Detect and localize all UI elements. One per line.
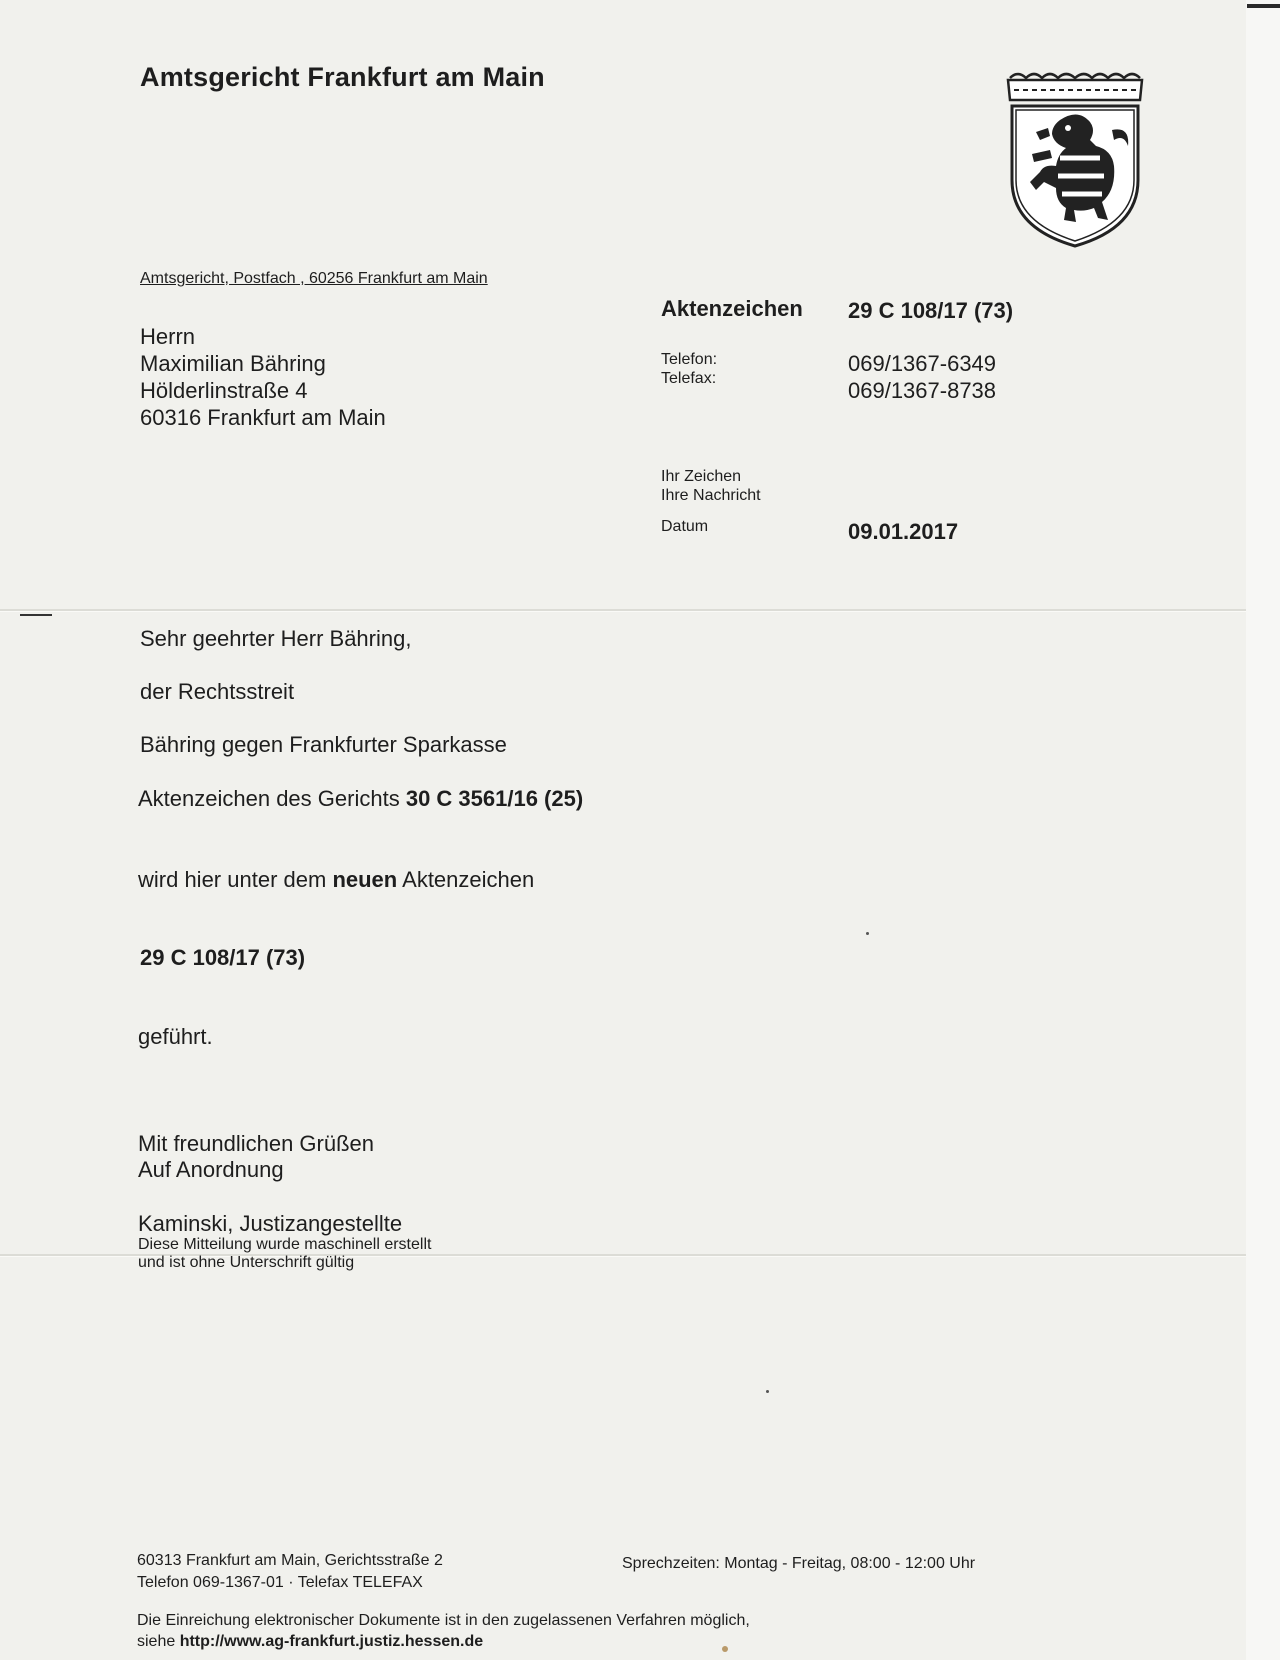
datum-label: Datum: [661, 518, 709, 535]
body-line-new-ref: [138, 867, 534, 893]
footer-electronic-line1: Die Einreichung elektronischer Dokumente ist in den zugelassenen Verfahren möglich,: [137, 1612, 750, 1629]
machine-note-line2: und ist ohne Unterschrift gültig: [138, 1254, 355, 1271]
telefon-value: 069/1367-6349: [848, 351, 997, 376]
recipient-city: 60316 Frankfurt am Main: [140, 405, 386, 430]
new-ref-value: 29 C 108/17 (73): [140, 945, 306, 970]
paper-fold-line: [0, 609, 1246, 612]
order-line: Auf Anordnung: [138, 1157, 284, 1182]
footer-electronic-prefix: siehe: [137, 1633, 176, 1650]
footer-url-link[interactable]: http://www.ag-frankfurt.justiz.hessen.de: [179, 1633, 484, 1650]
ihre-nachricht-label: Ihre Nachricht: [661, 487, 761, 504]
fold-mark: [20, 614, 52, 616]
court-ref-prefix: Aktenzeichen des Gerichts: [138, 786, 400, 811]
recipient-street: Hölderlinstraße 4: [140, 378, 308, 403]
greeting: Sehr geehrter Herr Bähring,: [140, 626, 412, 651]
signer-name: Kaminski, Justizangestellte: [138, 1211, 403, 1236]
footer-electronic-line2: [137, 1631, 483, 1652]
aktenzeichen-label: Aktenzeichen: [661, 296, 803, 321]
new-ref-emphasis: neuen: [332, 867, 398, 892]
ihr-zeichen-label: Ihr Zeichen: [661, 468, 742, 485]
court-name: Amtsgericht Frankfurt am Main: [140, 62, 545, 92]
telefax-label: Telefax:: [661, 370, 717, 387]
body-line-parties: Bähring gegen Frankfurter Sparkasse: [140, 732, 507, 757]
new-ref-suffix: Aktenzeichen: [402, 867, 535, 892]
footer-phone: Telefon 069-1367-01 · Telefax TELEFAX: [137, 1574, 423, 1591]
scan-speck: [866, 932, 869, 935]
scan-speck: [722, 1646, 728, 1652]
footer-address: 60313 Frankfurt am Main, Gerichtsstraße 2: [137, 1552, 443, 1569]
machine-note-line1: Diese Mitteilung wurde maschinell erstellt: [138, 1236, 432, 1253]
footer-hours: Sprechzeiten: Montag - Freitag, 08:00 - 12:00 Uhr: [622, 1555, 976, 1572]
aktenzeichen-value: 29 C 108/17 (73): [848, 298, 1014, 323]
datum-value: 09.01.2017: [848, 519, 959, 544]
scan-corner-mark: [1247, 4, 1280, 8]
return-address: Amtsgericht, Postfach , 60256 Frankfurt am Main: [140, 270, 488, 287]
scan-speck: [766, 1390, 769, 1393]
new-ref-prefix: wird hier unter dem: [138, 867, 327, 892]
telefon-label: Telefon:: [661, 351, 718, 368]
recipient-name: Maximilian Bähring: [140, 351, 326, 376]
hessen-lion-crest-icon: [1004, 70, 1146, 248]
recipient-address: [140, 323, 386, 431]
body-line-rechtsstreit: der Rechtsstreit: [140, 679, 295, 704]
recipient-salutation: Herrn: [140, 324, 196, 349]
court-ref-value: 30 C 3561/16 (25): [405, 786, 584, 811]
scan-edge: [1246, 0, 1280, 1660]
body-line-court-ref: [138, 786, 583, 812]
closing-word: geführt.: [138, 1024, 213, 1049]
regards: Mit freundlichen Grüßen: [138, 1131, 374, 1156]
telefax-value: 069/1367-8738: [848, 378, 997, 403]
